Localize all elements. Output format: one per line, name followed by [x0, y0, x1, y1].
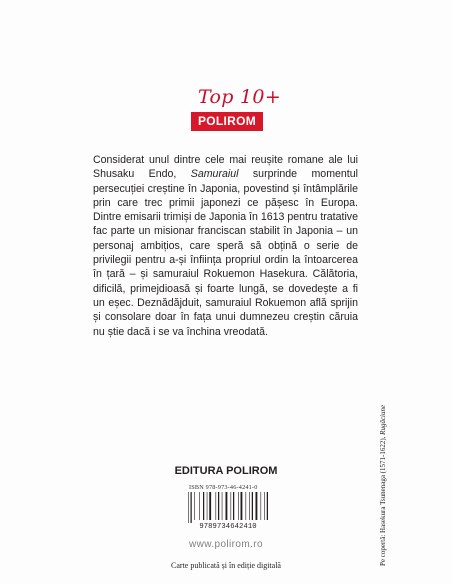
cover-art-credit — [379, 405, 387, 566]
barcode-bar — [267, 492, 268, 520]
publisher-name: EDITURA POLIROM — [174, 465, 278, 477]
blurb-body: surprinde momentul persecuției creștine în Japonia, povestind și întâmplările prin care trec primii japonezi ce pășesc în Europa. Dintre emisarii trimiși de Japonia în 1613 pentru tratative fac parte un misionar franciscan stabilit în Japonia – un personaj ambițios, care speră să obțină o serie de privilegii pentru a-și înființa propriul ordin la întoarcerea în țară – și samuraiul Rokuemon Hasekura. Călătoria, dificilă, primejdioasă și foarte lungă, se dovedește a fi un eșec. Deznădăjduit, samuraiul Rokuemon află sprijin și consolare doar în fața unui dumnezeu creștin căruia nu știe dacă i se va închina vreodată. — [93, 168, 358, 338]
barcode-bar — [256, 492, 258, 520]
barcode-bar — [216, 492, 217, 520]
publisher-website: www.polirom.ro — [189, 539, 263, 550]
barcode-icon — [187, 492, 271, 523]
polirom-badge: POLIROM — [191, 112, 263, 131]
barcode-digits: 9789734642410 — [199, 523, 257, 531]
barcode-bar — [199, 492, 200, 520]
barcode-bar — [207, 492, 208, 520]
barcode-bar — [218, 492, 219, 520]
barcode-bar — [209, 492, 211, 520]
digital-edition-note: Carte publicată și în ediție digitală — [171, 561, 281, 570]
barcode-bar — [249, 492, 250, 520]
barcode-bar — [252, 492, 253, 520]
barcode-bar — [194, 492, 195, 520]
barcode-bar — [264, 492, 265, 520]
blurb-paragraph — [93, 153, 358, 339]
barcode-bar — [233, 492, 234, 520]
barcode-bar — [246, 492, 247, 520]
book-title: Samuraiul — [190, 168, 239, 181]
barcode-bar — [188, 492, 189, 523]
barcode-bar — [226, 492, 228, 520]
book-blurb — [93, 153, 358, 339]
barcode-bar — [191, 492, 192, 523]
barcode-bar — [203, 492, 204, 520]
barcode-bar — [241, 492, 243, 520]
credit-artwork-title: Rugăciune — [379, 404, 387, 435]
barcode-bar — [238, 492, 239, 520]
barcode-bar — [261, 492, 262, 520]
credit-text: Pe copertă: Hasekura Tsunenaga (1571-1622), — [379, 434, 387, 566]
isbn-label: ISBN 978-973-46-4241-0 — [189, 484, 258, 491]
blurb-intro: Considerat unul dintre cele mai reușite romane ale lui Shusaku Endo, — [93, 154, 358, 181]
barcode-bar — [231, 492, 232, 520]
barcode-bar — [222, 492, 223, 520]
top-10-label: Top 10+ — [198, 86, 282, 108]
